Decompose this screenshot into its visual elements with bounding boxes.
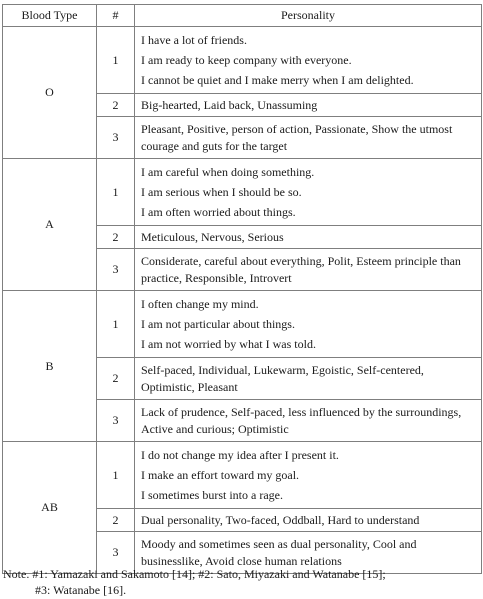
note-line-1: Note. #1: Yamazaki and Sakamoto [14]; #2: Sato, Miyazaki and Watanabe [15];	[3, 567, 386, 581]
blood-type-cell: O	[3, 27, 97, 159]
row-number: 1	[97, 442, 135, 509]
row-number: 2	[97, 94, 135, 117]
personality-line: I cannot be quiet and I make merry when I am delighted.	[141, 73, 414, 87]
personality-cell: Moody and sometimes seen as dual personality, Cool and businesslike, Avoid close human relations	[135, 532, 482, 574]
blood-type-cell: A	[3, 159, 97, 291]
note-line-2: #3: Watanabe [16].	[35, 583, 127, 597]
personality-line: I sometimes burst into a rage.	[141, 488, 283, 502]
blood-type-cell: AB	[3, 442, 97, 574]
personality-cell	[135, 27, 482, 94]
table-row	[3, 27, 482, 94]
row-number: 2	[97, 226, 135, 249]
blood-type-personality-table	[2, 4, 482, 574]
row-number: 2	[97, 358, 135, 400]
personality-cell: Lack of prudence, Self-paced, less influenced by the surroundings, Active and curious; Optimistic	[135, 400, 482, 442]
personality-line: I have a lot of friends.	[141, 33, 247, 47]
blood-type-cell: B	[3, 291, 97, 442]
row-number: 3	[97, 117, 135, 159]
personality-cell	[135, 159, 482, 226]
personality-cell: Dual personality, Two-faced, Oddball, Hard to understand	[135, 509, 482, 532]
row-number: 3	[97, 400, 135, 442]
header-blood-type: Blood Type	[3, 5, 97, 27]
row-number: 1	[97, 159, 135, 226]
table-row	[3, 291, 482, 358]
personality-cell: Pleasant, Positive, person of action, Passionate, Show the utmost courage and guts for the target	[135, 117, 482, 159]
personality-line: I am serious when I should be so.	[141, 185, 302, 199]
personality-line: I do not change my idea after I present it.	[141, 448, 339, 462]
personality-cell: Considerate, careful about everything, Polit, Esteem principle than practice, Responsible, Introvert	[135, 249, 482, 291]
personality-line: I am careful when doing something.	[141, 165, 315, 179]
row-number: 3	[97, 249, 135, 291]
row-number: 1	[97, 27, 135, 94]
table-row	[3, 442, 482, 509]
personality-line: I am ready to keep company with everyone.	[141, 53, 352, 67]
table-header-row	[3, 5, 482, 27]
personality-cell	[135, 442, 482, 509]
table-row	[3, 159, 482, 226]
header-number: #	[97, 5, 135, 27]
personality-cell	[135, 291, 482, 358]
personality-line: I am not worried by what I was told.	[141, 337, 316, 351]
personality-line: I make an effort toward my goal.	[141, 468, 300, 482]
personality-line: I often change my mind.	[141, 297, 259, 311]
personality-cell: Meticulous, Nervous, Serious	[135, 226, 482, 249]
row-number: 3	[97, 532, 135, 574]
personality-cell: Big-hearted, Laid back, Unassuming	[135, 94, 482, 117]
row-number: 1	[97, 291, 135, 358]
personality-line: I am not particular about things.	[141, 317, 295, 331]
row-number: 2	[97, 509, 135, 532]
personality-cell: Self-paced, Individual, Lukewarm, Egoistic, Self-centered, Optimistic, Pleasant	[135, 358, 482, 400]
table-note	[3, 566, 479, 598]
header-personality: Personality	[135, 5, 482, 27]
personality-line: I am often worried about things.	[141, 205, 296, 219]
